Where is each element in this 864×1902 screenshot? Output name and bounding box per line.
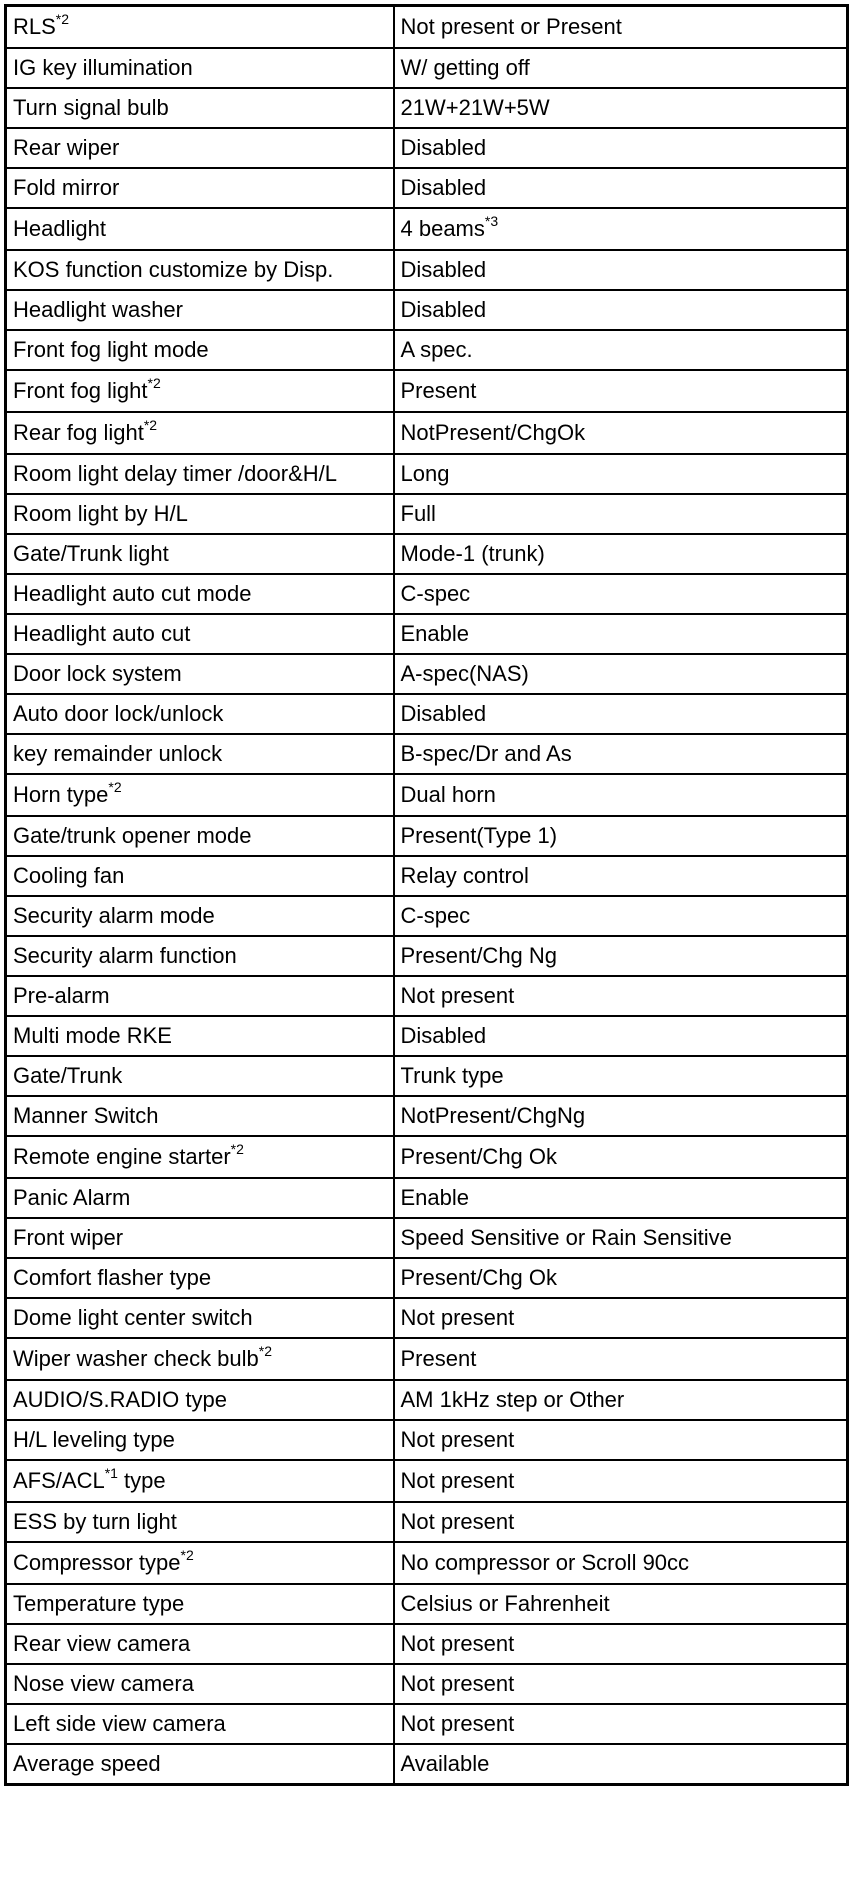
setting-value-cell [394, 534, 848, 574]
setting-value-cell [394, 1460, 848, 1502]
setting-label: KOS function customize by Disp. [13, 257, 334, 282]
setting-label: Gate/Trunk light [13, 541, 169, 566]
setting-label: Turn signal bulb [13, 95, 169, 120]
setting-label-cell [6, 412, 394, 454]
setting-value-cell [394, 168, 848, 208]
setting-value: Not present [400, 1711, 515, 1736]
setting-value-cell [394, 454, 848, 494]
table-row [6, 1218, 848, 1258]
table-row [6, 1136, 848, 1178]
table-row [6, 128, 848, 168]
setting-label-cell [6, 88, 394, 128]
setting-label: Rear fog light [13, 420, 144, 445]
setting-label: AFS/ACL [13, 1468, 105, 1493]
table-row [6, 1542, 848, 1584]
setting-value: C-spec [400, 581, 471, 606]
setting-value: Celsius or Fahrenheit [400, 1591, 610, 1616]
table-row [6, 1584, 848, 1624]
table-row [6, 290, 848, 330]
setting-label: Front fog light mode [13, 337, 209, 362]
setting-label: Security alarm mode [13, 903, 215, 928]
setting-value: B-spec/Dr and As [400, 741, 572, 766]
setting-value: Speed Sensitive or Rain Sensitive [400, 1225, 732, 1250]
setting-label-cell [6, 1664, 394, 1704]
setting-value: Enable [400, 621, 470, 646]
setting-value: Relay control [400, 863, 529, 888]
table-row [6, 1704, 848, 1744]
setting-value-cell [394, 1016, 848, 1056]
table-row [6, 1298, 848, 1338]
table-row [6, 1016, 848, 1056]
setting-value-cell [394, 494, 848, 534]
setting-value-cell [394, 936, 848, 976]
footnote-marker: *2 [147, 374, 161, 391]
setting-label-cell [6, 614, 394, 654]
setting-label-cell [6, 1298, 394, 1338]
setting-value: Dual horn [400, 782, 496, 807]
setting-value: Disabled [400, 1023, 487, 1048]
setting-value: Present/Chg Ok [400, 1265, 558, 1290]
setting-label-cell [6, 734, 394, 774]
setting-label: Rear wiper [13, 135, 120, 160]
setting-label: Headlight auto cut mode [13, 581, 252, 606]
table-row [6, 1258, 848, 1298]
setting-label: Dome light center switch [13, 1305, 253, 1330]
setting-label: Panic Alarm [13, 1185, 131, 1210]
setting-label-cell [6, 330, 394, 370]
setting-label-cell [6, 534, 394, 574]
setting-value: Available [400, 1751, 490, 1776]
setting-label-cell [6, 816, 394, 856]
setting-label: Room light delay timer /door&H/L [13, 461, 338, 486]
setting-label-cell [6, 936, 394, 976]
setting-label-cell [6, 1502, 394, 1542]
setting-value: A-spec(NAS) [400, 661, 529, 686]
table-row [6, 534, 848, 574]
setting-value-cell [394, 1380, 848, 1420]
setting-value: W/ getting off [400, 55, 530, 80]
setting-label: Gate/Trunk [13, 1063, 123, 1088]
setting-value-cell [394, 330, 848, 370]
setting-label: Wiper washer check bulb [13, 1346, 259, 1371]
table-row [6, 856, 848, 896]
table-row [6, 330, 848, 370]
setting-label: Fold mirror [13, 175, 120, 200]
setting-value-cell [394, 1178, 848, 1218]
setting-label: Comfort flasher type [13, 1265, 212, 1290]
setting-label: Cooling fan [13, 863, 125, 888]
setting-label-cell [6, 896, 394, 936]
setting-value-cell [394, 1096, 848, 1136]
setting-label-cell [6, 1016, 394, 1056]
setting-value: Not present or Present [400, 14, 622, 39]
setting-value-cell [394, 774, 848, 816]
setting-label-cell [6, 1380, 394, 1420]
table-row [6, 1056, 848, 1096]
setting-value-cell [394, 412, 848, 454]
setting-value-cell [394, 896, 848, 936]
setting-label: Room light by H/L [13, 501, 188, 526]
setting-label: Pre-alarm [13, 983, 110, 1008]
table-row [6, 412, 848, 454]
setting-label: Horn type [13, 782, 109, 807]
setting-value: Not present [400, 1671, 515, 1696]
table-row [6, 454, 848, 494]
table-row [6, 654, 848, 694]
footnote-marker: *2 [258, 1342, 273, 1359]
setting-value: Present [400, 378, 477, 403]
setting-label: AUDIO/S.RADIO type [13, 1387, 227, 1412]
setting-value-cell [394, 250, 848, 290]
setting-value: Not present [400, 983, 515, 1008]
setting-value-cell [394, 1502, 848, 1542]
setting-label-cell [6, 574, 394, 614]
setting-value-cell [394, 976, 848, 1016]
setting-label-cell [6, 1218, 394, 1258]
footnote-marker: *2 [180, 1546, 194, 1563]
setting-label-cell [6, 1096, 394, 1136]
setting-label: key remainder unlock [13, 741, 223, 766]
setting-value-cell [394, 614, 848, 654]
setting-label-cell [6, 1624, 394, 1664]
table-row [6, 1096, 848, 1136]
setting-label-cell [6, 1338, 394, 1380]
table-row [6, 816, 848, 856]
setting-label-cell [6, 1420, 394, 1460]
setting-label-cell [6, 208, 394, 250]
setting-label-cell [6, 6, 394, 49]
setting-value-cell [394, 1584, 848, 1624]
setting-value: Disabled [400, 257, 487, 282]
setting-value: Full [400, 501, 436, 526]
footnote-marker: *3 [484, 212, 499, 229]
setting-label-cell [6, 290, 394, 330]
setting-label: RLS [13, 14, 56, 39]
setting-value: NotPresent/ChgOk [400, 420, 586, 445]
table-row [6, 1664, 848, 1704]
table-row [6, 614, 848, 654]
setting-value-cell [394, 208, 848, 250]
setting-label-cell [6, 1460, 394, 1502]
setting-label: Door lock system [13, 661, 182, 686]
spec-table-body [6, 6, 848, 1785]
setting-value: Disabled [400, 701, 487, 726]
setting-label: IG key illumination [13, 55, 193, 80]
setting-label: Nose view camera [13, 1671, 194, 1696]
setting-label: Compressor type [13, 1550, 181, 1575]
setting-label: Gate/trunk opener mode [13, 823, 252, 848]
setting-value-cell [394, 694, 848, 734]
setting-value: Disabled [400, 297, 487, 322]
setting-label: Headlight auto cut [13, 621, 191, 646]
footnote-marker: *1 [104, 1464, 118, 1481]
setting-label-cell [6, 48, 394, 88]
setting-value-cell [394, 1298, 848, 1338]
setting-value: Present(Type 1) [400, 823, 558, 848]
setting-value-cell [394, 1420, 848, 1460]
setting-value: Not present [400, 1468, 515, 1493]
table-row [6, 734, 848, 774]
setting-value-cell [394, 48, 848, 88]
setting-label-cell [6, 168, 394, 208]
table-row [6, 774, 848, 816]
setting-value-cell [394, 1704, 848, 1744]
table-row [6, 896, 848, 936]
setting-value-cell [394, 654, 848, 694]
setting-label-cell [6, 976, 394, 1016]
table-row [6, 494, 848, 534]
setting-label: Headlight [13, 216, 106, 241]
setting-label-cell [6, 454, 394, 494]
table-row [6, 976, 848, 1016]
footnote-marker: *2 [230, 1140, 244, 1157]
setting-label: Left side view camera [13, 1711, 226, 1736]
footnote-marker: *2 [55, 10, 70, 27]
setting-label-cell [6, 1704, 394, 1744]
setting-value: AM 1kHz step or Other [400, 1387, 625, 1412]
table-row [6, 250, 848, 290]
setting-label-cell [6, 1542, 394, 1584]
setting-value-cell [394, 6, 848, 49]
setting-value: Long [400, 461, 450, 486]
table-row [6, 1460, 848, 1502]
table-row [6, 208, 848, 250]
setting-label: Security alarm function [13, 943, 237, 968]
setting-value-cell [394, 1258, 848, 1298]
setting-value-cell [394, 734, 848, 774]
table-row [6, 936, 848, 976]
table-row [6, 370, 848, 412]
setting-label-cell [6, 1258, 394, 1298]
setting-value-cell [394, 816, 848, 856]
setting-label: Front fog light [13, 378, 148, 403]
setting-value: Not present [400, 1631, 515, 1656]
setting-label-cell [6, 128, 394, 168]
setting-value-cell [394, 1338, 848, 1380]
setting-label: Multi mode RKE [13, 1023, 172, 1048]
setting-value: Present [400, 1346, 477, 1371]
setting-value: Disabled [400, 175, 487, 200]
setting-label: Rear view camera [13, 1631, 191, 1656]
setting-label: ESS by turn light [13, 1509, 177, 1534]
setting-value: Not present [400, 1509, 515, 1534]
table-row [6, 168, 848, 208]
table-row [6, 48, 848, 88]
table-row [6, 1380, 848, 1420]
setting-label-cell [6, 774, 394, 816]
table-row [6, 1502, 848, 1542]
setting-value-cell [394, 1664, 848, 1704]
footnote-marker: *2 [143, 416, 158, 433]
setting-label-cell [6, 494, 394, 534]
spec-table [4, 4, 849, 1786]
table-row [6, 88, 848, 128]
setting-value: C-spec [400, 903, 471, 928]
setting-value: 21W+21W+5W [400, 95, 550, 120]
setting-label-cell [6, 1178, 394, 1218]
setting-value-cell [394, 1542, 848, 1584]
setting-label-cell [6, 694, 394, 734]
footnote-marker: *2 [108, 778, 122, 795]
setting-label: Front wiper [13, 1225, 124, 1250]
setting-value: NotPresent/ChgNg [400, 1103, 586, 1128]
setting-value: Trunk type [400, 1063, 504, 1088]
table-row [6, 1744, 848, 1785]
setting-value-cell [394, 370, 848, 412]
setting-label: Temperature type [13, 1591, 185, 1616]
setting-value-cell [394, 574, 848, 614]
setting-label: Manner Switch [13, 1103, 159, 1128]
table-row [6, 6, 848, 49]
setting-label-cell [6, 1056, 394, 1096]
setting-label: Headlight washer [13, 297, 183, 322]
table-row [6, 1624, 848, 1664]
table-row [6, 1338, 848, 1380]
setting-value: A spec. [400, 337, 473, 362]
setting-label: Auto door lock/unlock [13, 701, 224, 726]
setting-value-cell [394, 1056, 848, 1096]
setting-label-cell [6, 250, 394, 290]
setting-value: Present/Chg Ng [400, 943, 558, 968]
setting-value: Not present [400, 1427, 515, 1452]
table-row [6, 694, 848, 734]
setting-value-cell [394, 290, 848, 330]
setting-label-cell [6, 370, 394, 412]
setting-value: Mode-1 (trunk) [400, 541, 545, 566]
setting-label: Average speed [13, 1751, 161, 1776]
table-row [6, 574, 848, 614]
setting-value-cell [394, 1744, 848, 1785]
setting-label-cell [6, 1584, 394, 1624]
setting-label-cell [6, 856, 394, 896]
setting-value: 4 beams [400, 216, 485, 241]
setting-value-cell [394, 1136, 848, 1178]
table-row [6, 1178, 848, 1218]
setting-value-cell [394, 1624, 848, 1664]
setting-value: Present/Chg Ok [400, 1144, 558, 1169]
setting-value-cell [394, 1218, 848, 1258]
setting-label-cell [6, 1744, 394, 1785]
setting-value-cell [394, 128, 848, 168]
setting-value: Enable [400, 1185, 470, 1210]
setting-label: Remote engine starter [13, 1144, 231, 1169]
setting-value-cell [394, 88, 848, 128]
setting-value: No compressor or Scroll 90cc [400, 1550, 690, 1575]
setting-label-cell [6, 1136, 394, 1178]
setting-label: H/L leveling type [13, 1427, 175, 1452]
setting-value: Disabled [400, 135, 487, 160]
setting-value: Not present [400, 1305, 515, 1330]
setting-value-cell [394, 856, 848, 896]
table-row [6, 1420, 848, 1460]
setting-label-cell [6, 654, 394, 694]
setting-label-suffix: type [117, 1468, 166, 1493]
